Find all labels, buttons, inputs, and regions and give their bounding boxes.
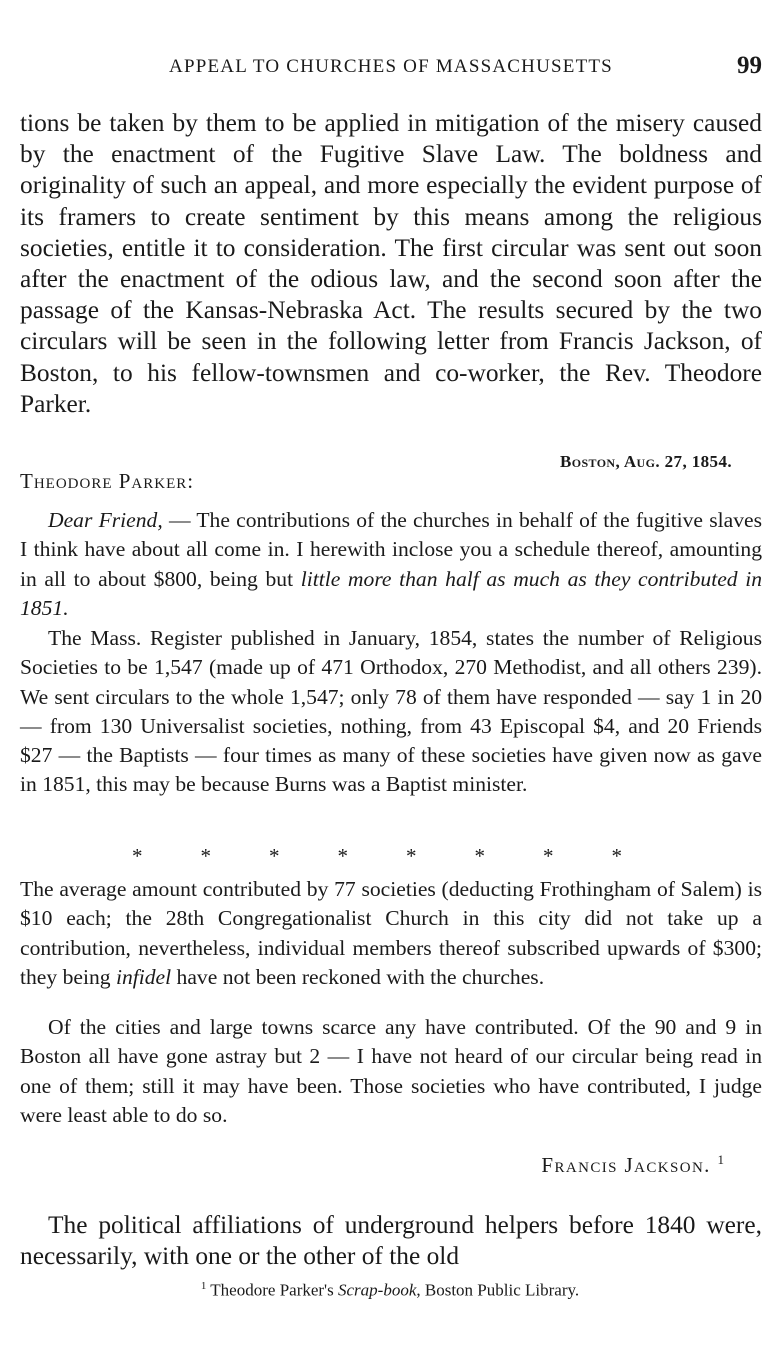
page-header <box>20 52 762 82</box>
letter-paragraph-1 <box>20 506 762 623</box>
page-number: 99 <box>737 52 762 79</box>
star-8: * <box>611 844 622 868</box>
star-4: * <box>337 844 348 868</box>
letter-paragraph-3 <box>20 875 762 992</box>
footnote-mark: 1 <box>200 1280 207 1292</box>
star-1: * <box>132 844 143 868</box>
intro-paragraph: tions be taken by them to be applied in mitigation of the misery caused by the enactment of the Fugitive Slave Law. The boldness and originality of such an appeal, and more especially the evident purpose of its framers to create sentiment by this means among the religious societies, entitle it to consideration. The first circular was sent out soon after the enactment of the odious law, and the second soon after the passage of the Kansas-Nebraska Act. The results secured by the two circulars will be seen in the following letter from Francis Jackson, of Boston, to his fellow-townsmen and co-worker, the Rev. Theodore Parker. <box>20 109 762 418</box>
footnote-text-after: , Boston Public Library. <box>416 1280 580 1300</box>
footnote-title: Scrap-book <box>338 1280 417 1300</box>
letter-dateline: Boston, Aug. 27, 1854. <box>559 452 732 471</box>
letter-paragraph-2: The Mass. Register published in January, 1854, states the number of Religious Societies to be 1,547 (made up of 471 Orthodox, 270 Methodist, and all others 239). We sent circulars to the whole 1,547; only 78 of them have responded — say 1 in 20 — from 130 Universalist societies, nothing, from 43 Episcopal $4, and 20 Friends $27 — the Baptists — four times as many of these societies have given now as gave in 1851, this may be because Burns was a Baptist minister. <box>20 626 762 797</box>
letter-paragraph-3-tail: have not been reckoned with the churches. <box>171 964 545 989</box>
letter-paragraph-3-text: The average amount contributed by 77 societies (deducting Frothingham of Salem) is $10 each; the 28th Congregationalist Church in this city did not take up a contribution, nevertheless, individual members thereof subscribed upwards of $300; they being <box>20 877 762 989</box>
letter-salutation: Theodore Parker: <box>20 469 195 493</box>
running-title: APPEAL TO CHURCHES OF MASSACHUSETTS <box>169 56 613 77</box>
letter-paragraph-1-emphasis: little more than half as much as they contributed in 1851. <box>20 566 763 620</box>
letter-address: Dear Friend, <box>48 508 163 532</box>
star-5: * <box>406 844 417 868</box>
letter-paragraph-4: Of the cities and large towns scarce any have contributed. Of the 90 and 9 in Boston all have gone astray but 2 — I have not heard of our circular being read in one of them; still it may have been. Those societies who have contributed, I judge were least able to do so. <box>20 1015 762 1127</box>
star-6: * <box>474 844 485 868</box>
section-break-stars <box>132 844 622 869</box>
star-7: * <box>543 844 554 868</box>
footnote <box>0 1280 780 1301</box>
footnote-text-before: Theodore Parker's <box>206 1280 338 1300</box>
letter-paragraph-3-emphasis: infidel <box>115 964 172 989</box>
signature-name: Francis Jackson. <box>541 1153 711 1177</box>
letter-paragraph-1-text: — The contributions of the churches in behalf of the fugitive slaves I think have about all come in. I herewith inclose you a schedule thereof, amounting in all to about $800, being but <box>20 508 762 591</box>
star-3: * <box>269 844 280 868</box>
star-2: * <box>200 844 211 868</box>
footnote-reference: 1 <box>717 1152 724 1167</box>
letter-signature <box>541 1152 724 1178</box>
closing-paragraph: The political affiliations of underground helpers before 1840 were, necessarily, with one or the other of the old <box>20 1211 762 1271</box>
